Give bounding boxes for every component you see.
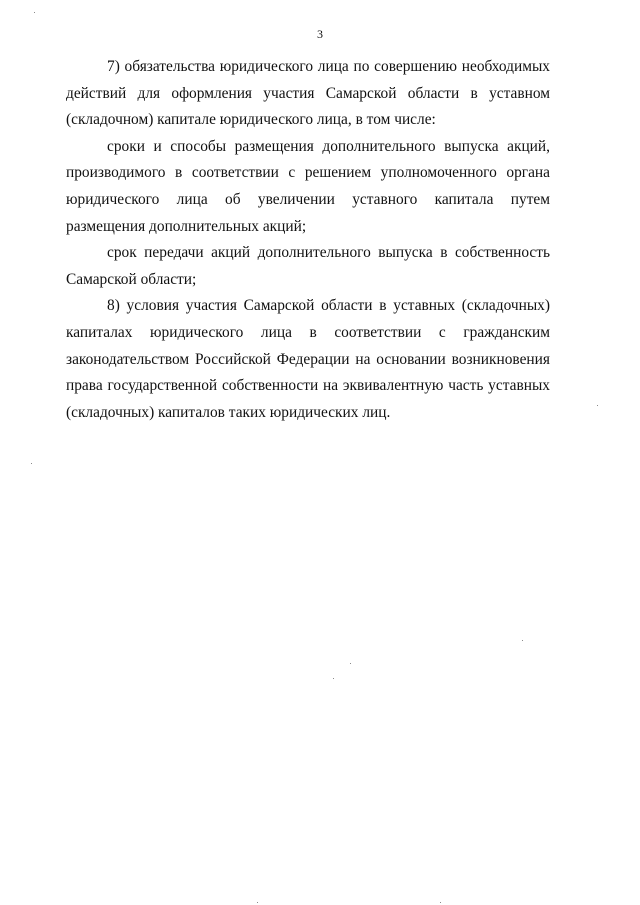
paragraph-placement-terms: сроки и способы размещения дополнительного выпуска акций, производимого в соответствии с решением уполномоченного органа юридического лица об увеличении уставного капитала путем размещения дополнительных акций; — [66, 137, 550, 235]
page-number: 3 — [317, 27, 323, 41]
scan-speck — [31, 463, 32, 464]
scan-speck — [34, 12, 35, 13]
scan-speck — [350, 663, 351, 664]
document-body — [66, 54, 550, 426]
scan-speck — [333, 678, 334, 679]
scan-speck — [522, 640, 523, 641]
paragraph-item-8: 8) условия участия Самарской области в уставных (складочных) капиталах юридического лица в соответствии с гражданским законодательством Российской Федерации на основании возникновения права государственной собственности на эквивалентную часть уставных (складочных) капиталов таких юридических лиц. — [66, 297, 550, 421]
paragraph-transfer-term: срок передачи акций дополнительного выпуска в собственность Самарской области; — [66, 244, 550, 288]
paragraph-item-7: 7) обязательства юридического лица по совершению необходимых действий для оформления участия Самарской области в уставном (складочном) капитале юридического лица, в том числе: — [66, 58, 550, 129]
scan-speck — [257, 902, 258, 903]
scan-speck — [440, 902, 441, 903]
scan-speck — [597, 405, 598, 406]
